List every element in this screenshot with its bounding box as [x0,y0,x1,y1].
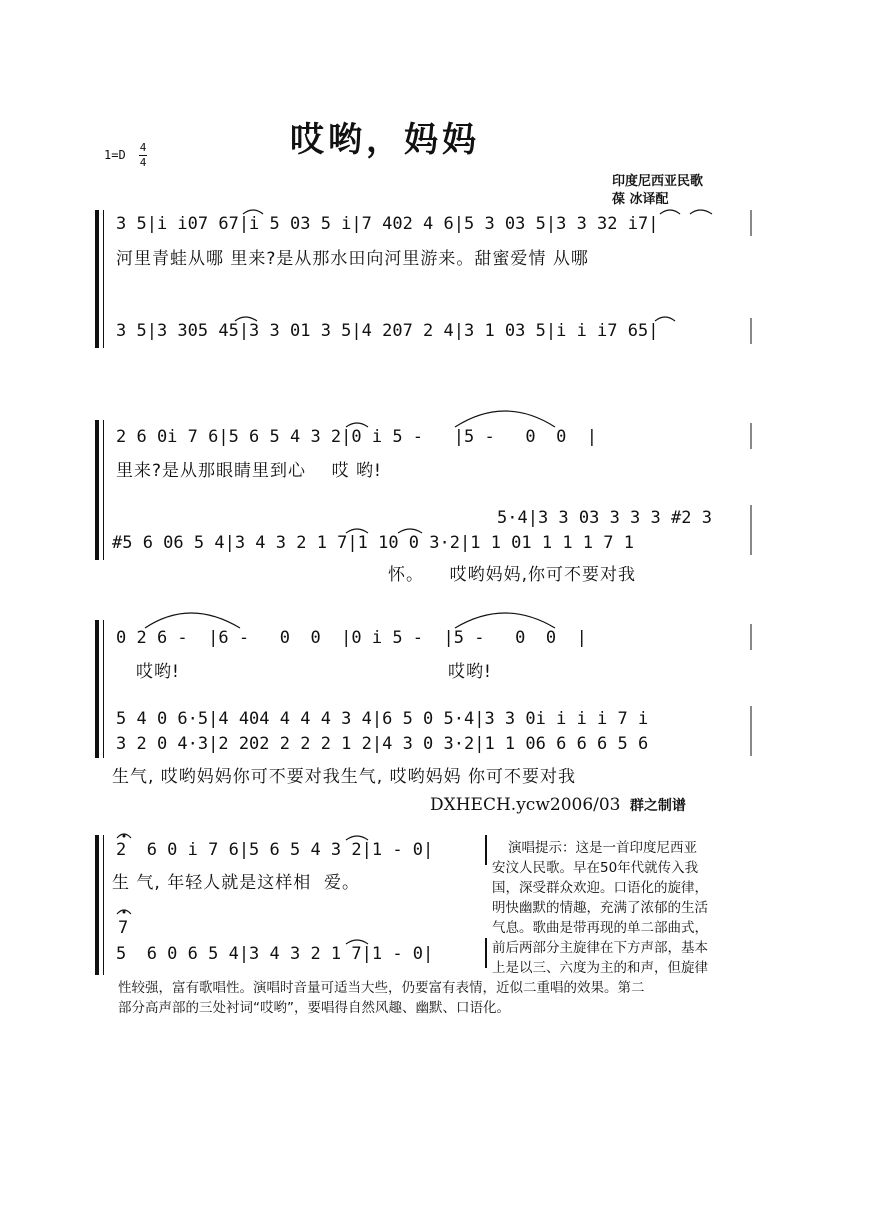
meter-top: 4 [139,141,147,154]
system-3-upper-lyric-b: 哎哟! [448,662,492,682]
fermata-dot [123,911,126,914]
tie-mark [145,613,240,628]
system-3-lower-lyric: 生气, 哎哟妈妈你可不要对我生气, 哎哟妈妈 你可不要对我 [112,767,577,787]
tie-mark [346,940,368,944]
system-4-upper-lyric: 生 气, 年轻人就是这样相 爱。 [112,873,361,893]
system-1-upper-lyric: 河里青蛙从哪 里来?是从那水田向河里游来。甜蜜爱情 从哪 [116,249,589,269]
tie-mark [455,411,555,427]
tie-mark [346,529,368,533]
credit-origin: 印度尼西亚民歌 [612,174,704,189]
tie-mark [690,210,712,214]
system-2-lower-top-notes: 5·4|3 3 03 3 3 3 #2 3 [497,508,712,528]
system-3-lower-top-notes: 5 4 0 6·5|4 404 4 4 4 3 4|6 5 0 5·4|3 3 0i i i i 7 i [116,709,649,729]
fermata-dot [123,835,126,838]
tie-mark [398,529,422,533]
meter-bottom: 4 [139,156,147,169]
system-3-upper-notes: 0 2 6 - |6 - 0 0 |0 i 5 - |5 - 0 0 | [116,628,587,648]
note-line: 上是以三、六度为主的和声，但旋律 [492,960,708,976]
note-line: 演唱提示：这是一首印度尼西亚 [508,840,697,856]
tie-mark [243,210,263,214]
system-1-lower-notes: 3 5|3 305 45|3 3 01 3 5|4 207 2 4|3 1 03 5|i i i7 65| [116,321,659,341]
watermark-text: DXHECH.ycw2006/03 [430,795,621,815]
system-2-upper-notes: 2 6 0i 7 6|5 6 5 4 3 2|0 i 5 - |5 - 0 0 | [116,427,598,447]
note-line: 气息。歌曲是带再现的单二部曲式， [492,920,708,936]
tie-mark [655,317,675,321]
note-line: 性较强，富有歌唱性。演唱时音量可适当大些，仍要富有表情，近似二重唱的效果。第二 [118,980,645,996]
note-line: 明快幽默的情趣，充满了浓郁的生活 [492,900,708,916]
key-signature: 1=D [104,148,126,162]
tie-mark [346,836,368,840]
note-line: 部分高声部的三处衬词“哎哟”，要唱得自然风趣、幽默、口语化。 [118,1000,510,1016]
system-1-upper-notes: 3 5|i i07 67|i 5 03 5 i|7 402 4 6|5 3 03 5|3 3 32 i7| [116,214,659,234]
note-line: 国，深受群众欢迎。口语化的旋律， [492,880,708,896]
credit-translator: 葆 冰译配 [612,192,669,207]
system-4-lower-top-notes: 7 [118,918,129,938]
system-2-upper-lyric: 里来?是从那眼睛里到心 哎 哟! [116,461,382,481]
tie-mark [455,613,555,628]
tie-mark [235,317,257,321]
system-3-lower-notes: 3 2 0 4·3|2 202 2 2 2 1 2|4 3 0 3·2|1 1 06 6 6 6 5 6 [116,734,649,754]
song-title: 哎哟，妈妈 [290,120,480,160]
watermark-suffix: 群之制谱 [629,798,686,814]
system-4-lower-notes: 5 6 0 6 5 4|3 4 3 2 1 7|1 - 0| [116,944,434,964]
tie-mark [660,210,680,214]
system-2-lower-notes: #5 6 06 5 4|3 4 3 2 1 7|1 10 0 3·2|1 1 01 1 1 1 7 1 [112,533,634,553]
system-4-upper-notes: 2 6 0 i 7 6|5 6 5 4 3 2|1 - 0| [116,840,434,860]
system-2-lower-lyric: 怀。 哎哟妈妈,你可不要对我 [388,565,637,585]
note-line: 安汶人民歌。早在50年代就传入我 [492,860,699,876]
tie-mark [346,423,368,427]
system-3-upper-lyric-a: 哎哟! [136,662,180,682]
note-line: 前后两部分主旋律在下方声部，基本 [492,940,708,956]
